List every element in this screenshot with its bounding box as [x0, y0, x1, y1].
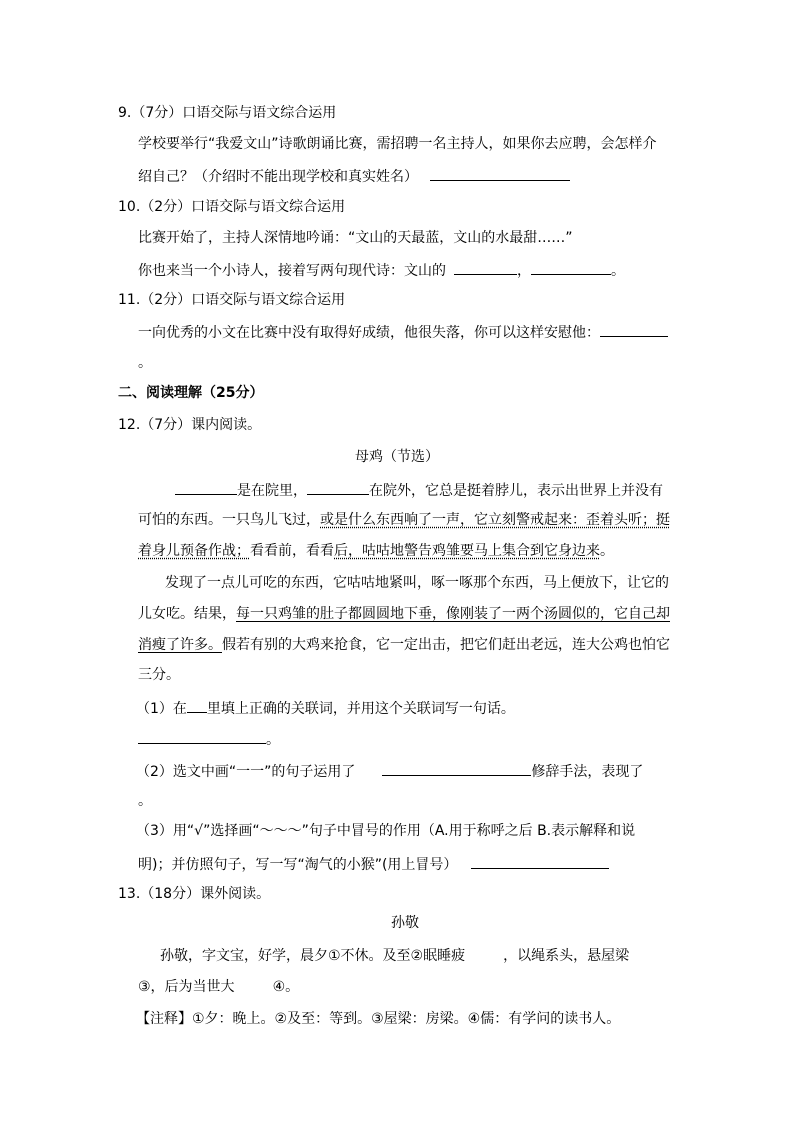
passage-line [138, 605, 670, 623]
sub-question-1-answer [138, 729, 280, 749]
underlined-sentence: 消瘦了许多。 [138, 637, 222, 653]
text: 儿女吃。结果， [138, 606, 236, 622]
sub-question-2 [136, 761, 643, 781]
underlined-sentence: 每一只鸡雏的肚子都圆圆地下垂，像刚装了一两个汤圆似的，它自己却 [236, 606, 670, 622]
blank-marker [187, 698, 207, 713]
sub-question-3: （3）用“√”选择画“～～～”句子中冒号的作用（A.用于称呼之后 B.表示解释和说 [136, 823, 636, 839]
text: 是在院里， [237, 483, 307, 499]
answer-blank[interactable] [531, 260, 611, 275]
passage-line: 三分。 [138, 667, 180, 683]
answer-blank[interactable] [430, 166, 570, 181]
q11-heading: 11.（2分）口语交际与语文综合运用 [118, 292, 346, 308]
q9-heading: 9.（7分）口语交际与语文综合运用 [118, 105, 337, 121]
text: 假若有别的大鸡来抢食，它一定出击，把它们赶出老远，连大公鸡也怕它 [222, 637, 670, 653]
q10-prompt: 你也来当一个小诗人，接着写两句现代诗：文山的 [138, 263, 446, 279]
q9-prompt: 绍自己？（介绍时不能出现学校和真实姓名） [138, 169, 418, 185]
sub-question-3-line-2 [138, 854, 609, 874]
q11-end: 。 [138, 355, 152, 371]
text: 可怕的东西。一只鸟儿飞过， [138, 512, 320, 528]
passage-line [160, 947, 629, 965]
text: 看看前，看看 [250, 543, 334, 559]
period: 。 [266, 732, 280, 748]
q13-heading: 13.（18分）课外阅读。 [118, 886, 271, 902]
q10-text: 比赛开始了，主持人深情地吟诵：“文山的天最蓝，文山的水最甜……” [138, 230, 573, 246]
text: 。 [600, 543, 614, 559]
answer-blank[interactable] [138, 729, 266, 744]
q12-heading: 12.（7分）课内阅读。 [118, 417, 262, 433]
text: ③，后为当世大 [138, 979, 235, 995]
wavy-underlined-sentence: 或是什么东西响了一声，它立刻警戒起来：歪着头听；挺 [320, 512, 670, 528]
q11-text [138, 322, 668, 342]
text: 在院外，它总是挺着脖儿，表示出世界上并没有 [369, 483, 663, 499]
period: 。 [611, 263, 625, 279]
annotation: 【注释】①夕：晚上。②及至：等到。③屋梁：房梁。④儒：有学问的读书人。 [136, 1011, 621, 1027]
passage-line [138, 511, 670, 529]
q9-text: 学校要举行“我爱文山”诗歌朗诵比赛，需招聘一名主持人，如果你去应聘，会怎样介 [138, 136, 657, 152]
answer-blank[interactable] [454, 260, 517, 275]
sub-question-1 [136, 698, 515, 718]
text: ，以绳系头，悬屋梁 [503, 948, 630, 964]
passage-line [138, 542, 614, 560]
wavy-underlined-sentence: 着身儿预备作战； [138, 543, 250, 559]
text: （2）选文中画“一一”的句子运用了 [136, 764, 356, 780]
answer-blank[interactable] [471, 854, 609, 869]
answer-blank[interactable] [175, 480, 237, 495]
passage-line [175, 480, 663, 500]
text: 孙敬，字文宝，好学，晨夕①不休。及至②眠睡疲 [160, 948, 466, 964]
passage-title: 母鸡（节选） [355, 449, 439, 465]
text: 里填上正确的关联词，并用这个关联词写一句话。 [206, 701, 515, 717]
q10-heading: 10.（2分）口语交际与语文综合运用 [118, 199, 346, 215]
passage-title: 孙敬 [391, 915, 419, 931]
wavy-underlined-sentence: 后，咕咕地警告鸡雏要马上集合到它身边来 [334, 543, 600, 559]
comma: ， [517, 263, 531, 279]
text: 明)；并仿照句子，写一写“淘气的小猴”(用上冒号） [138, 857, 458, 873]
q9-text-2 [138, 166, 570, 186]
text: 修辞手法，表现了 [531, 764, 644, 780]
text: ④。 [272, 979, 300, 995]
section-heading: 二、阅读理解（25分） [118, 385, 264, 401]
passage-line [138, 636, 670, 654]
answer-blank[interactable] [382, 761, 531, 776]
passage-line [138, 978, 299, 996]
sub-question-2-end: 。 [138, 793, 152, 809]
passage-line: 发现了一点儿可吃的东西，它咕咕地紧叫，啄一啄那个东西，马上便放下，让它的 [165, 575, 669, 591]
text: （1）在 [136, 701, 187, 717]
answer-blank[interactable] [307, 480, 369, 495]
answer-blank[interactable] [600, 322, 668, 337]
q11-prompt: 一向优秀的小文在比赛中没有取得好成绩，他很失落，你可以这样安慰他： [138, 325, 600, 341]
q10-text-2 [138, 260, 625, 280]
